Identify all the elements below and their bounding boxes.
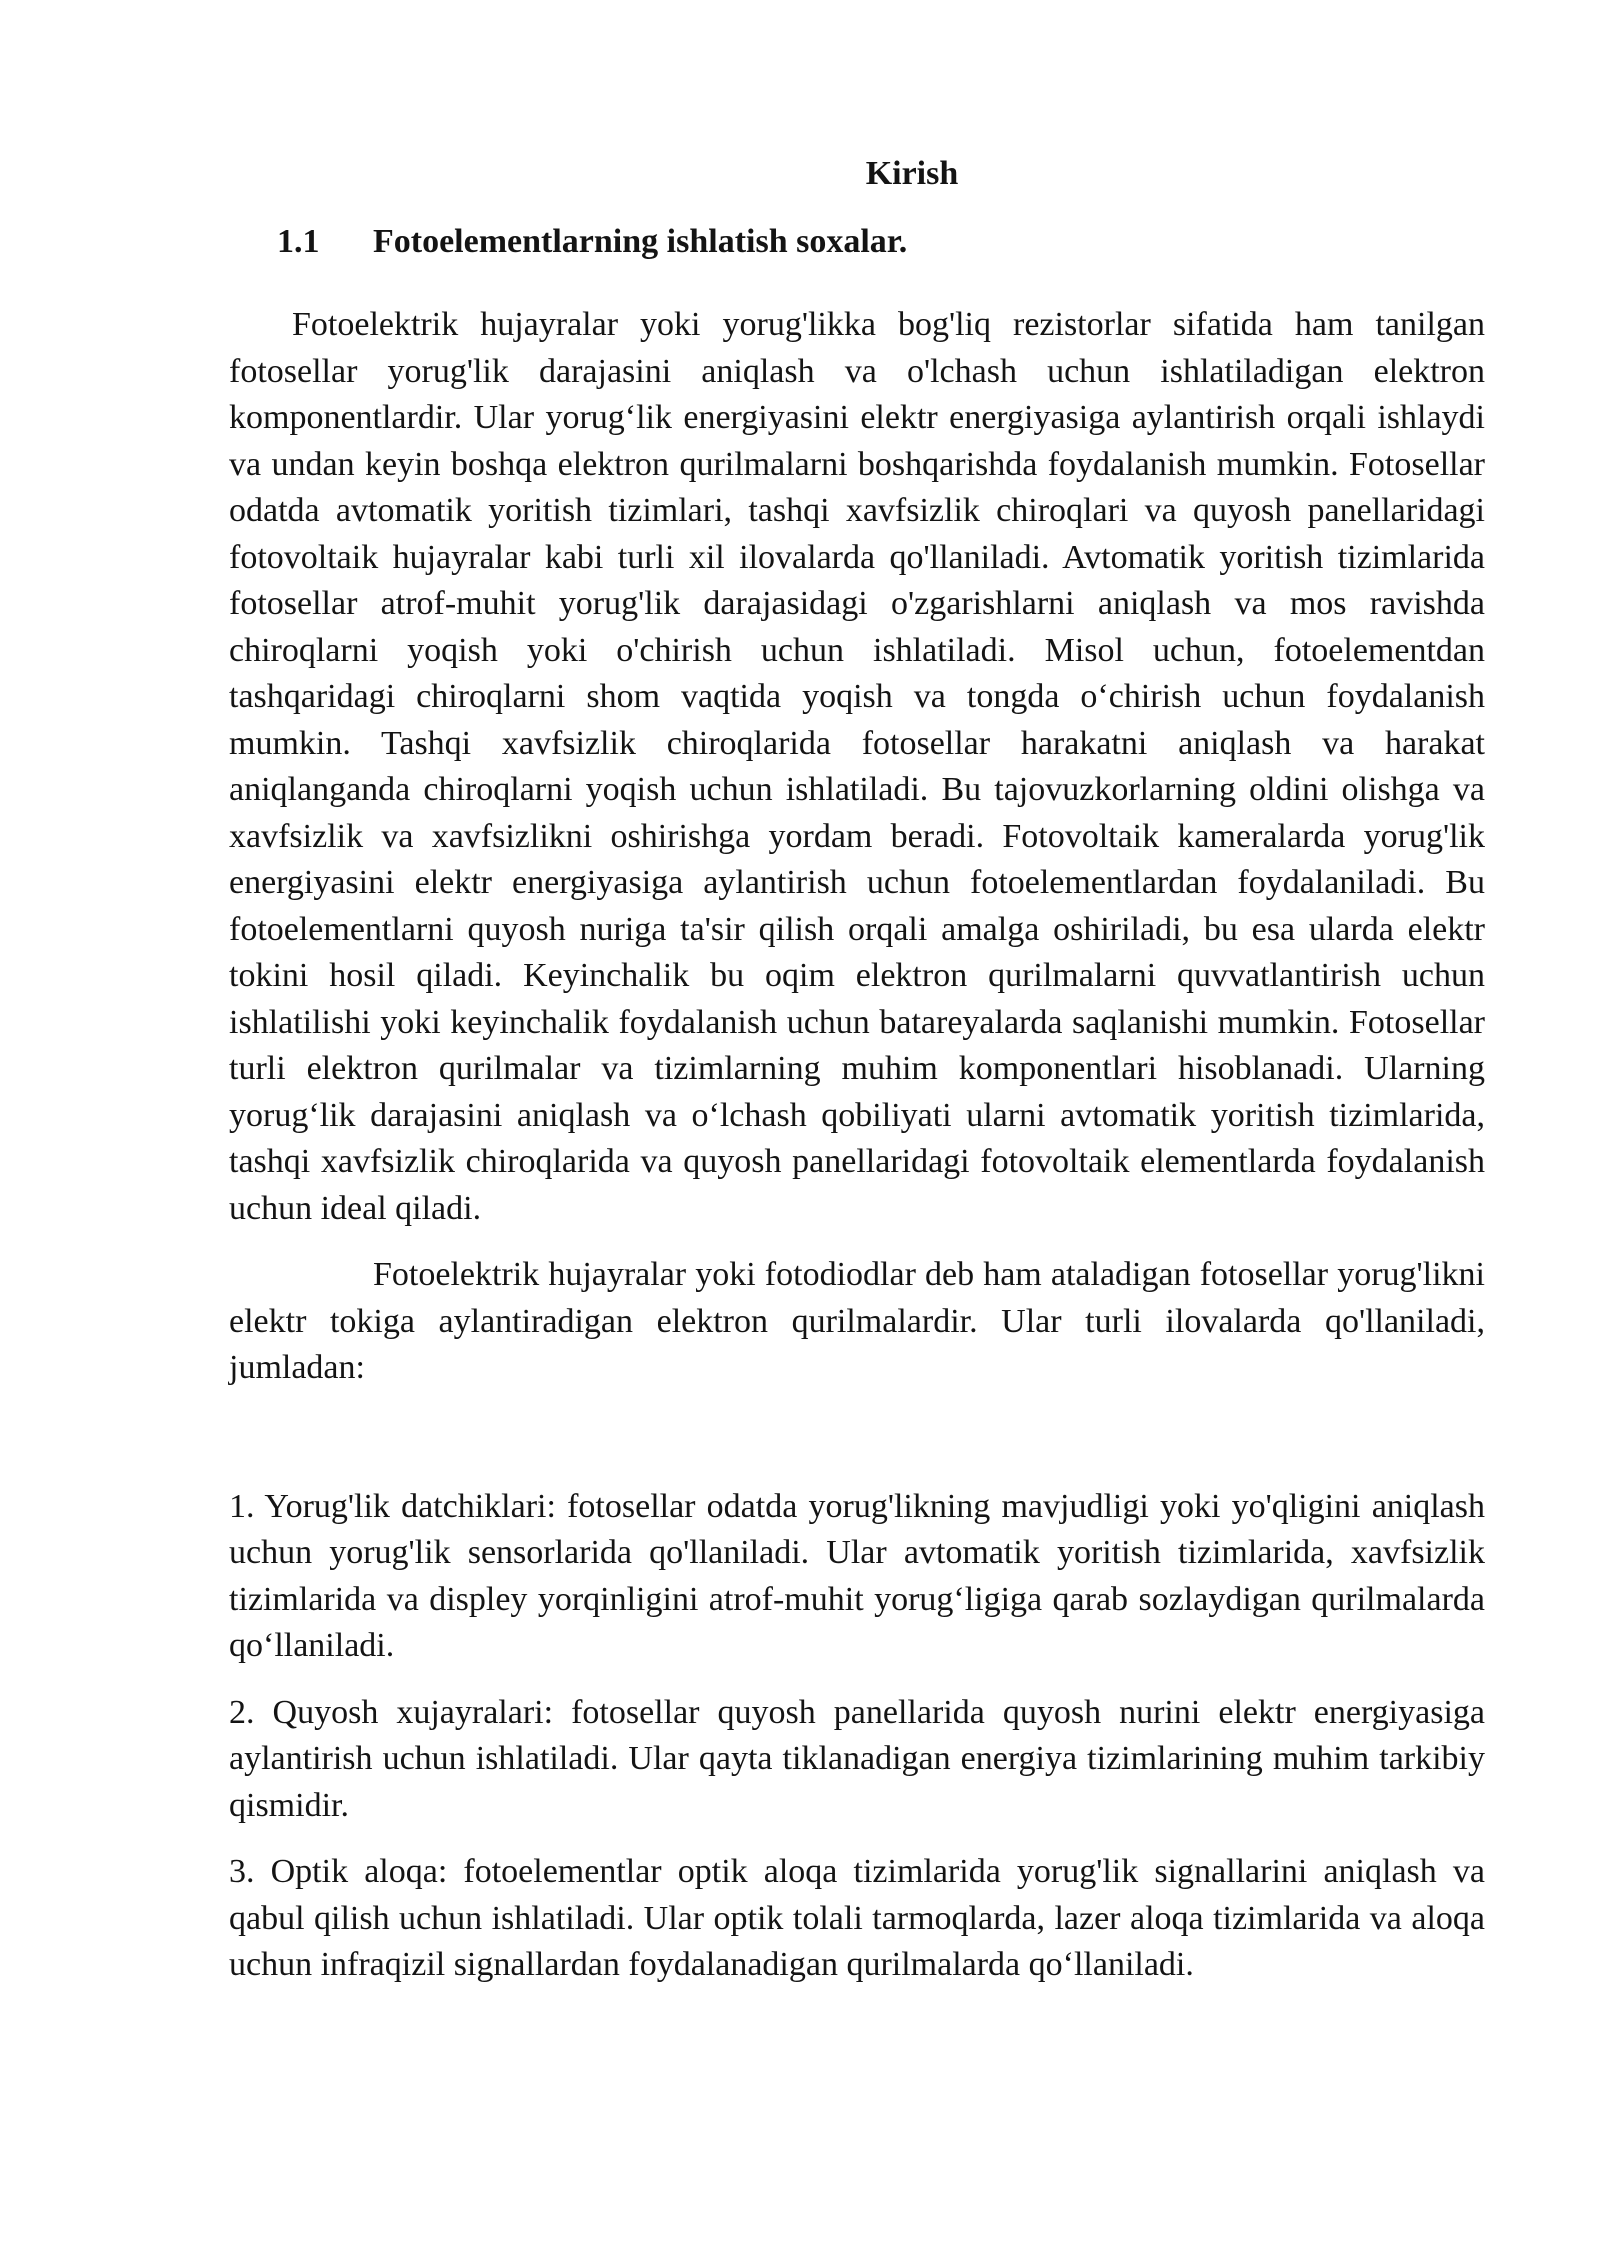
section-number: 1.1: [277, 223, 320, 260]
section-heading: [277, 218, 1485, 266]
body-paragraph: Fotoelektrik hujayralar yoki fotodiodlar deb ham ataladigan fotosellar yorug'likni elektr tokiga aylantiradigan elektron qurilmalardir. Ular turli ilovalarda qo'llaniladi, jumladan:: [229, 1256, 1485, 1386]
section-title: Fotoelementlarning ishlatish soxalar.: [373, 223, 908, 260]
body-paragraph: Fotoelektrik hujayralar yoki yorug'likka bog'liq rezistorlar sifatida ham tanilgan fotosellar yorug'lik darajasini aniqlash va o'lchash uchun ishlatiladigan elektron komponentlardir. Ular yorug‘lik energiyasini elektr energiyasiga aylantirish orqali ishlaydi va undan keyin boshqa elektron qurilmalarni boshqarishda foydalanish mumkin. Fotosellar odatda avtomatik yoritish tizimlari, tashqi xavfsizlik chiroqlari va quyosh panellaridagi fotovoltaik hujayralar kabi turli xil ilovalarda qo'llaniladi. Avtomatik yoritish tizimlarida fotosellar atrof-muhit yorug'lik darajasidagi o'zgarishlarni aniqlash va mos ravishda chiroqlarni yoqish yoki o'chirish uchun ishlatiladi. Misol uchun, fotoelementdan tashqaridagi chiroqlarni shom vaqtida yoqish va tongda o‘chirish uchun foydalanish mumkin. Tashqi xavfsizlik chiroqlarida fotosellar harakatni aniqlash va harakat aniqlanganda chiroqlarni yoqish uchun ishlatiladi. Bu tajovuzkorlarning oldini olishga va xavfsizlik va xavfsizlikni oshirishga yordam beradi. Fotovoltaik kameralarda yorug'lik energiyasini elektr energiyasiga aylantirish uchun fotoelementlardan foydalaniladi. Bu fotoelementlarni quyosh nuriga ta'sir qilish orqali amalga oshiriladi, bu esa ularda elektr tokini hosil qiladi. Keyinchalik bu oqim elektron qurilmalarni quvvatlantirish uchun ishlatilishi yoki keyinchalik foydalanish uchun batareyalarda saqlanishi mumkin. Fotosellar turli elektron qurilmalar va tizimlarning muhim komponentlari hisoblanadi. Ularning yorug‘lik darajasini aniqlash va o‘lchash qobiliyati ularni avtomatik yoritish tizimlarida, tashqi xavfsizlik chiroqlarida va quyosh panellaridagi fotovoltaik elementlarda foydalanish uchun ideal qiladi.: [229, 306, 1485, 1227]
list-item: 2. Quyosh xujayralari: fotosellar quyosh panellarida quyosh nurini elektr energiyasiga aylantirish uchun ishlatiladi. Ular qayta tiklanadigan energiya tizimlarining muhim tarkibiy qismidir.: [229, 1693, 1485, 1824]
page-title: Kirish: [865, 155, 959, 192]
list-item: 3. Optik aloqa: fotoelementlar optik aloqa tizimlarida yorug'lik signallarini aniqlash va qabul qilish uchun ishlatiladi. Ular optik tolali tarmoqlarda, lazer aloqa tizimlarida va aloqa uchun infraqizil signallardan foydalanadigan qurilmalarda qo‘llaniladi.: [229, 1853, 1485, 1983]
document-page: [229, 150, 1485, 2009]
numbered-list: [229, 1484, 1485, 1989]
list-item: 1. Yorug'lik datchiklari: fotosellar odatda yorug'likning mavjudligi yoki yo'qligini aniqlash uchun yorug'lik sensorlarida qo'llaniladi. Ular avtomatik yoritish tizimlarida, xavfsizlik tizimlarida va displey yorqinligini atrof-muhit yorug‘ligiga qarab sozlaydigan qurilmalarda qo‘llaniladi.: [229, 1487, 1485, 1664]
